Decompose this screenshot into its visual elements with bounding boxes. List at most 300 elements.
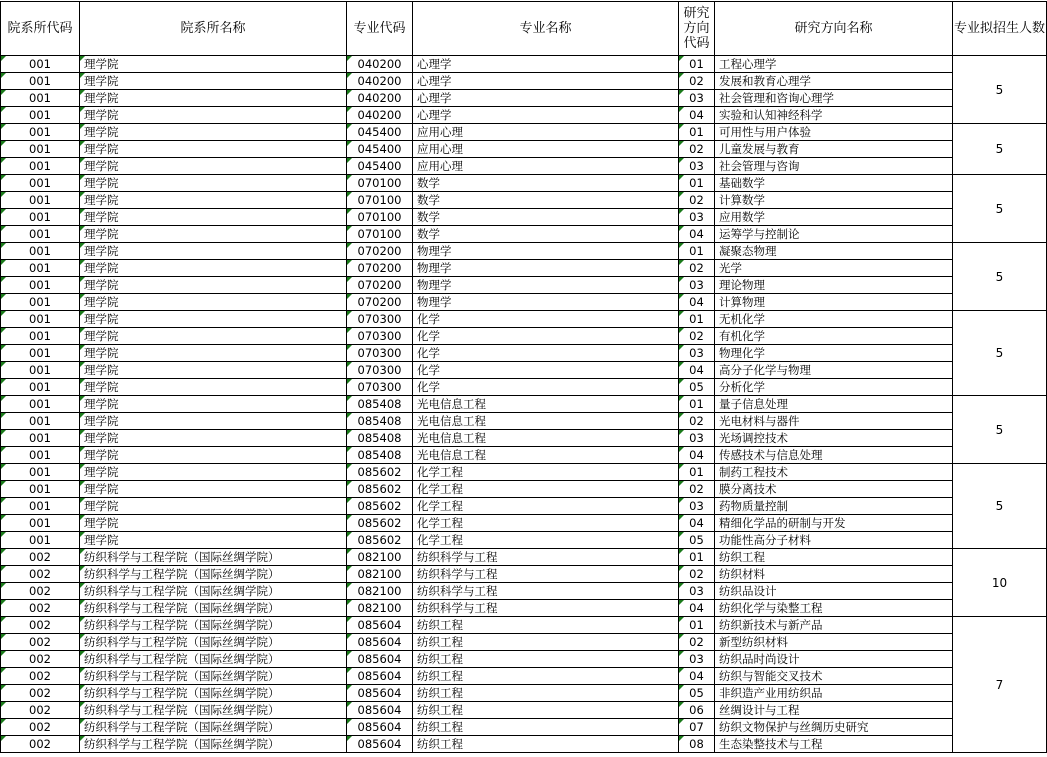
major-name-cell: 数学 [413, 192, 679, 209]
quota-cell: 10 [953, 549, 1047, 617]
major-name-cell: 纺织工程 [413, 736, 679, 753]
dept-name-cell: 理学院 [80, 362, 347, 379]
table-row [1, 668, 1047, 685]
major-code-cell: 082100 [347, 583, 413, 600]
major-name-cell: 化学工程 [413, 515, 679, 532]
dept-code-cell: 002 [1, 549, 80, 566]
dept-name-cell: 理学院 [80, 124, 347, 141]
direction-code-cell: 03 [679, 90, 715, 107]
direction-code-cell: 03 [679, 651, 715, 668]
dept-name-cell: 纺织科学与工程学院（国际丝绸学院） [80, 566, 347, 583]
dept-name-cell: 纺织科学与工程学院（国际丝绸学院） [80, 702, 347, 719]
major-code-cell: 085408 [347, 396, 413, 413]
table-row [1, 600, 1047, 617]
dept-name-cell: 纺织科学与工程学院（国际丝绸学院） [80, 583, 347, 600]
major-code-cell: 082100 [347, 549, 413, 566]
direction-name-cell: 精细化学品的研制与开发 [715, 515, 953, 532]
major-code-cell: 040200 [347, 107, 413, 124]
major-code-cell: 082100 [347, 600, 413, 617]
dept-name-cell: 理学院 [80, 141, 347, 158]
major-name-cell: 化学工程 [413, 464, 679, 481]
direction-name-cell: 传感技术与信息处理 [715, 447, 953, 464]
table-row [1, 702, 1047, 719]
dept-name-cell: 理学院 [80, 345, 347, 362]
dept-code-cell: 001 [1, 447, 80, 464]
major-code-cell: 070200 [347, 260, 413, 277]
table-row [1, 73, 1047, 90]
major-name-cell: 物理学 [413, 260, 679, 277]
direction-name-cell: 社会管理与咨询 [715, 158, 953, 175]
direction-name-cell: 计算数学 [715, 192, 953, 209]
major-code-cell: 085604 [347, 634, 413, 651]
table-row [1, 651, 1047, 668]
direction-name-cell: 社会管理和咨询心理学 [715, 90, 953, 107]
major-name-cell: 化学 [413, 328, 679, 345]
major-name-cell: 光电信息工程 [413, 396, 679, 413]
direction-code-cell: 05 [679, 532, 715, 549]
major-name-cell: 化学 [413, 362, 679, 379]
table-row [1, 736, 1047, 753]
dept-code-cell: 001 [1, 481, 80, 498]
dept-code-cell: 001 [1, 124, 80, 141]
dept-code-cell: 001 [1, 430, 80, 447]
direction-code-cell: 05 [679, 379, 715, 396]
table-body [1, 56, 1047, 753]
major-name-cell: 化学工程 [413, 498, 679, 515]
direction-code-cell: 03 [679, 583, 715, 600]
major-name-cell: 光电信息工程 [413, 430, 679, 447]
dept-name-cell: 理学院 [80, 294, 347, 311]
table-row [1, 158, 1047, 175]
major-code-cell: 040200 [347, 56, 413, 73]
dept-code-cell: 001 [1, 192, 80, 209]
direction-name-cell: 工程心理学 [715, 56, 953, 73]
direction-name-cell: 纺织与智能交叉技术 [715, 668, 953, 685]
direction-name-cell: 纺织新技术与新产品 [715, 617, 953, 634]
major-code-cell: 045400 [347, 124, 413, 141]
table-row [1, 277, 1047, 294]
header-direction-name: 研究方向名称 [715, 2, 953, 56]
dept-code-cell: 001 [1, 379, 80, 396]
direction-code-cell: 01 [679, 124, 715, 141]
major-name-cell: 纺织科学与工程 [413, 566, 679, 583]
direction-code-cell: 08 [679, 736, 715, 753]
direction-code-cell: 04 [679, 668, 715, 685]
dept-code-cell: 001 [1, 260, 80, 277]
dept-code-cell: 001 [1, 532, 80, 549]
dept-code-cell: 002 [1, 685, 80, 702]
direction-name-cell: 纺织品设计 [715, 583, 953, 600]
direction-name-cell: 纺织工程 [715, 549, 953, 566]
major-code-cell: 070300 [347, 379, 413, 396]
table-row [1, 345, 1047, 362]
direction-name-cell: 应用数学 [715, 209, 953, 226]
dept-name-cell: 理学院 [80, 379, 347, 396]
table-row [1, 481, 1047, 498]
dept-code-cell: 001 [1, 226, 80, 243]
table-row [1, 107, 1047, 124]
dept-code-cell: 001 [1, 243, 80, 260]
dept-code-cell: 001 [1, 175, 80, 192]
table-row [1, 379, 1047, 396]
direction-code-cell: 04 [679, 294, 715, 311]
major-code-cell: 070200 [347, 277, 413, 294]
direction-name-cell: 分析化学 [715, 379, 953, 396]
dept-name-cell: 理学院 [80, 430, 347, 447]
direction-code-cell: 01 [679, 549, 715, 566]
major-code-cell: 070300 [347, 328, 413, 345]
major-code-cell: 085408 [347, 413, 413, 430]
table-row [1, 532, 1047, 549]
major-code-cell: 082100 [347, 566, 413, 583]
dept-name-cell: 纺织科学与工程学院（国际丝绸学院） [80, 617, 347, 634]
direction-name-cell: 新型纺织材料 [715, 634, 953, 651]
major-code-cell: 085602 [347, 464, 413, 481]
major-code-cell: 085604 [347, 685, 413, 702]
dept-name-cell: 理学院 [80, 481, 347, 498]
dept-code-cell: 001 [1, 498, 80, 515]
direction-name-cell: 发展和教育心理学 [715, 73, 953, 90]
table-row [1, 549, 1047, 566]
direction-name-cell: 非织造产业用纺织品 [715, 685, 953, 702]
major-name-cell: 物理学 [413, 294, 679, 311]
dept-name-cell: 理学院 [80, 158, 347, 175]
major-name-cell: 光电信息工程 [413, 413, 679, 430]
direction-code-cell: 02 [679, 141, 715, 158]
dept-name-cell: 理学院 [80, 260, 347, 277]
table-row [1, 362, 1047, 379]
major-name-cell: 化学 [413, 345, 679, 362]
direction-name-cell: 实验和认知神经科学 [715, 107, 953, 124]
table-row [1, 209, 1047, 226]
table-row [1, 141, 1047, 158]
dept-name-cell: 理学院 [80, 413, 347, 430]
major-code-cell: 085602 [347, 481, 413, 498]
major-name-cell: 纺织工程 [413, 617, 679, 634]
direction-code-cell: 05 [679, 685, 715, 702]
direction-code-cell: 01 [679, 243, 715, 260]
table-row [1, 617, 1047, 634]
direction-code-cell: 04 [679, 515, 715, 532]
direction-name-cell: 基础数学 [715, 175, 953, 192]
direction-name-cell: 凝聚态物理 [715, 243, 953, 260]
dept-code-cell: 001 [1, 90, 80, 107]
major-name-cell: 纺织科学与工程 [413, 583, 679, 600]
direction-code-cell: 07 [679, 719, 715, 736]
major-name-cell: 数学 [413, 226, 679, 243]
major-name-cell: 心理学 [413, 73, 679, 90]
dept-code-cell: 001 [1, 311, 80, 328]
major-name-cell: 化学 [413, 311, 679, 328]
dept-name-cell: 理学院 [80, 447, 347, 464]
dept-name-cell: 理学院 [80, 515, 347, 532]
dept-code-cell: 001 [1, 362, 80, 379]
dept-code-cell: 001 [1, 73, 80, 90]
direction-code-cell: 02 [679, 566, 715, 583]
enrollment-table [0, 1, 1047, 753]
major-name-cell: 纺织科学与工程 [413, 600, 679, 617]
major-code-cell: 070300 [347, 345, 413, 362]
dept-code-cell: 001 [1, 141, 80, 158]
direction-name-cell: 药物质量控制 [715, 498, 953, 515]
dept-code-cell: 001 [1, 464, 80, 481]
direction-code-cell: 04 [679, 107, 715, 124]
header-direction-code: 研究方向代码 [679, 2, 715, 56]
dept-name-cell: 理学院 [80, 396, 347, 413]
quota-cell: 5 [953, 464, 1047, 549]
direction-code-cell: 01 [679, 396, 715, 413]
dept-code-cell: 002 [1, 702, 80, 719]
dept-code-cell: 002 [1, 583, 80, 600]
header-row [1, 2, 1047, 56]
direction-code-cell: 06 [679, 702, 715, 719]
major-code-cell: 085604 [347, 736, 413, 753]
direction-code-cell: 01 [679, 175, 715, 192]
dept-name-cell: 理学院 [80, 90, 347, 107]
major-name-cell: 化学工程 [413, 532, 679, 549]
major-code-cell: 070100 [347, 192, 413, 209]
major-code-cell: 085602 [347, 515, 413, 532]
dept-code-cell: 002 [1, 651, 80, 668]
major-code-cell: 085602 [347, 498, 413, 515]
table-row [1, 447, 1047, 464]
table-row [1, 430, 1047, 447]
major-name-cell: 纺织工程 [413, 702, 679, 719]
table-row [1, 396, 1047, 413]
direction-code-cell: 02 [679, 413, 715, 430]
direction-name-cell: 纺织品时尚设计 [715, 651, 953, 668]
direction-code-cell: 01 [679, 311, 715, 328]
major-name-cell: 物理学 [413, 243, 679, 260]
major-name-cell: 应用心理 [413, 124, 679, 141]
direction-name-cell: 无机化学 [715, 311, 953, 328]
major-name-cell: 光电信息工程 [413, 447, 679, 464]
table-row [1, 719, 1047, 736]
header-dept-code: 院系所代码 [1, 2, 80, 56]
major-name-cell: 纺织工程 [413, 685, 679, 702]
direction-name-cell: 高分子化学与物理 [715, 362, 953, 379]
direction-name-cell: 物理化学 [715, 345, 953, 362]
table-row [1, 56, 1047, 73]
direction-name-cell: 可用性与用户体验 [715, 124, 953, 141]
dept-name-cell: 理学院 [80, 464, 347, 481]
major-name-cell: 化学 [413, 379, 679, 396]
dept-code-cell: 001 [1, 515, 80, 532]
major-name-cell: 化学工程 [413, 481, 679, 498]
dept-name-cell: 理学院 [80, 226, 347, 243]
dept-name-cell: 纺织科学与工程学院（国际丝绸学院） [80, 600, 347, 617]
dept-name-cell: 纺织科学与工程学院（国际丝绸学院） [80, 685, 347, 702]
major-name-cell: 应用心理 [413, 158, 679, 175]
dept-code-cell: 002 [1, 719, 80, 736]
major-code-cell: 085604 [347, 719, 413, 736]
direction-name-cell: 功能性高分子材料 [715, 532, 953, 549]
dept-code-cell: 002 [1, 600, 80, 617]
direction-code-cell: 03 [679, 158, 715, 175]
direction-code-cell: 01 [679, 617, 715, 634]
table-row [1, 685, 1047, 702]
direction-code-cell: 02 [679, 73, 715, 90]
table-row [1, 413, 1047, 430]
dept-code-cell: 002 [1, 736, 80, 753]
major-code-cell: 085604 [347, 668, 413, 685]
table-row [1, 226, 1047, 243]
direction-code-cell: 01 [679, 56, 715, 73]
dept-code-cell: 002 [1, 634, 80, 651]
direction-name-cell: 生态染整技术与工程 [715, 736, 953, 753]
dept-name-cell: 理学院 [80, 277, 347, 294]
dept-name-cell: 理学院 [80, 243, 347, 260]
direction-name-cell: 光学 [715, 260, 953, 277]
dept-code-cell: 001 [1, 209, 80, 226]
major-code-cell: 085408 [347, 447, 413, 464]
quota-cell: 5 [953, 175, 1047, 243]
dept-name-cell: 理学院 [80, 311, 347, 328]
dept-code-cell: 001 [1, 107, 80, 124]
major-code-cell: 040200 [347, 90, 413, 107]
direction-name-cell: 理论物理 [715, 277, 953, 294]
major-code-cell: 085408 [347, 430, 413, 447]
major-code-cell: 085604 [347, 702, 413, 719]
direction-code-cell: 02 [679, 192, 715, 209]
direction-code-cell: 02 [679, 260, 715, 277]
dept-code-cell: 002 [1, 566, 80, 583]
dept-name-cell: 理学院 [80, 532, 347, 549]
table-row [1, 583, 1047, 600]
table-row [1, 192, 1047, 209]
direction-code-cell: 04 [679, 226, 715, 243]
direction-name-cell: 光场调控技术 [715, 430, 953, 447]
table-row [1, 464, 1047, 481]
direction-code-cell: 04 [679, 447, 715, 464]
direction-code-cell: 03 [679, 345, 715, 362]
direction-code-cell: 04 [679, 600, 715, 617]
dept-name-cell: 理学院 [80, 56, 347, 73]
quota-cell: 5 [953, 124, 1047, 175]
dept-name-cell: 理学院 [80, 73, 347, 90]
table-row [1, 294, 1047, 311]
major-code-cell: 070200 [347, 243, 413, 260]
major-code-cell: 070100 [347, 226, 413, 243]
dept-name-cell: 纺织科学与工程学院（国际丝绸学院） [80, 668, 347, 685]
quota-cell: 5 [953, 311, 1047, 396]
direction-code-cell: 04 [679, 362, 715, 379]
major-name-cell: 心理学 [413, 90, 679, 107]
dept-name-cell: 纺织科学与工程学院（国际丝绸学院） [80, 736, 347, 753]
major-code-cell: 085604 [347, 651, 413, 668]
table-row [1, 175, 1047, 192]
major-code-cell: 070200 [347, 294, 413, 311]
direction-name-cell: 光电材料与器件 [715, 413, 953, 430]
major-code-cell: 070100 [347, 209, 413, 226]
direction-name-cell: 有机化学 [715, 328, 953, 345]
dept-name-cell: 理学院 [80, 209, 347, 226]
direction-name-cell: 计算物理 [715, 294, 953, 311]
direction-name-cell: 制药工程技术 [715, 464, 953, 481]
major-name-cell: 纺织工程 [413, 719, 679, 736]
table-row [1, 90, 1047, 107]
direction-name-cell: 量子信息处理 [715, 396, 953, 413]
major-name-cell: 纺织科学与工程 [413, 549, 679, 566]
major-code-cell: 040200 [347, 73, 413, 90]
dept-code-cell: 002 [1, 617, 80, 634]
direction-code-cell: 03 [679, 430, 715, 447]
dept-code-cell: 001 [1, 277, 80, 294]
major-name-cell: 纺织工程 [413, 668, 679, 685]
header-dept-name: 院系所名称 [80, 2, 347, 56]
major-name-cell: 心理学 [413, 107, 679, 124]
major-name-cell: 纺织工程 [413, 634, 679, 651]
header-quota: 专业拟招生人数 [953, 2, 1047, 56]
direction-code-cell: 02 [679, 481, 715, 498]
dept-code-cell: 001 [1, 413, 80, 430]
table-row [1, 124, 1047, 141]
dept-name-cell: 纺织科学与工程学院（国际丝绸学院） [80, 719, 347, 736]
direction-code-cell: 02 [679, 634, 715, 651]
direction-code-cell: 03 [679, 277, 715, 294]
direction-code-cell: 03 [679, 209, 715, 226]
major-code-cell: 045400 [347, 158, 413, 175]
quota-cell: 5 [953, 243, 1047, 311]
dept-name-cell: 理学院 [80, 328, 347, 345]
dept-code-cell: 001 [1, 56, 80, 73]
major-code-cell: 070100 [347, 175, 413, 192]
quota-cell: 7 [953, 617, 1047, 753]
direction-name-cell: 膜分离技术 [715, 481, 953, 498]
direction-name-cell: 纺织化学与染整工程 [715, 600, 953, 617]
direction-name-cell: 纺织材料 [715, 566, 953, 583]
dept-code-cell: 002 [1, 668, 80, 685]
table-row [1, 566, 1047, 583]
direction-code-cell: 01 [679, 464, 715, 481]
major-name-cell: 数学 [413, 175, 679, 192]
major-code-cell: 070300 [347, 311, 413, 328]
table-row [1, 515, 1047, 532]
dept-code-cell: 001 [1, 396, 80, 413]
table-row [1, 243, 1047, 260]
major-name-cell: 应用心理 [413, 141, 679, 158]
table-row [1, 498, 1047, 515]
direction-code-cell: 02 [679, 328, 715, 345]
major-name-cell: 心理学 [413, 56, 679, 73]
major-name-cell: 物理学 [413, 277, 679, 294]
dept-code-cell: 001 [1, 328, 80, 345]
direction-name-cell: 丝绸设计与工程 [715, 702, 953, 719]
major-code-cell: 070300 [347, 362, 413, 379]
dept-name-cell: 理学院 [80, 498, 347, 515]
major-code-cell: 085604 [347, 617, 413, 634]
dept-name-cell: 纺织科学与工程学院（国际丝绸学院） [80, 651, 347, 668]
table-row [1, 260, 1047, 277]
direction-name-cell: 纺织文物保护与丝绸历史研究 [715, 719, 953, 736]
direction-name-cell: 运筹学与控制论 [715, 226, 953, 243]
dept-name-cell: 理学院 [80, 107, 347, 124]
dept-name-cell: 纺织科学与工程学院（国际丝绸学院） [80, 549, 347, 566]
table-row [1, 311, 1047, 328]
major-name-cell: 数学 [413, 209, 679, 226]
dept-name-cell: 纺织科学与工程学院（国际丝绸学院） [80, 634, 347, 651]
header-major-code: 专业代码 [347, 2, 413, 56]
quota-cell: 5 [953, 396, 1047, 464]
direction-name-cell: 儿童发展与教育 [715, 141, 953, 158]
quota-cell: 5 [953, 56, 1047, 124]
major-name-cell: 纺织工程 [413, 651, 679, 668]
table-row [1, 328, 1047, 345]
direction-code-cell: 03 [679, 498, 715, 515]
dept-name-cell: 理学院 [80, 192, 347, 209]
dept-code-cell: 001 [1, 294, 80, 311]
dept-code-cell: 001 [1, 345, 80, 362]
